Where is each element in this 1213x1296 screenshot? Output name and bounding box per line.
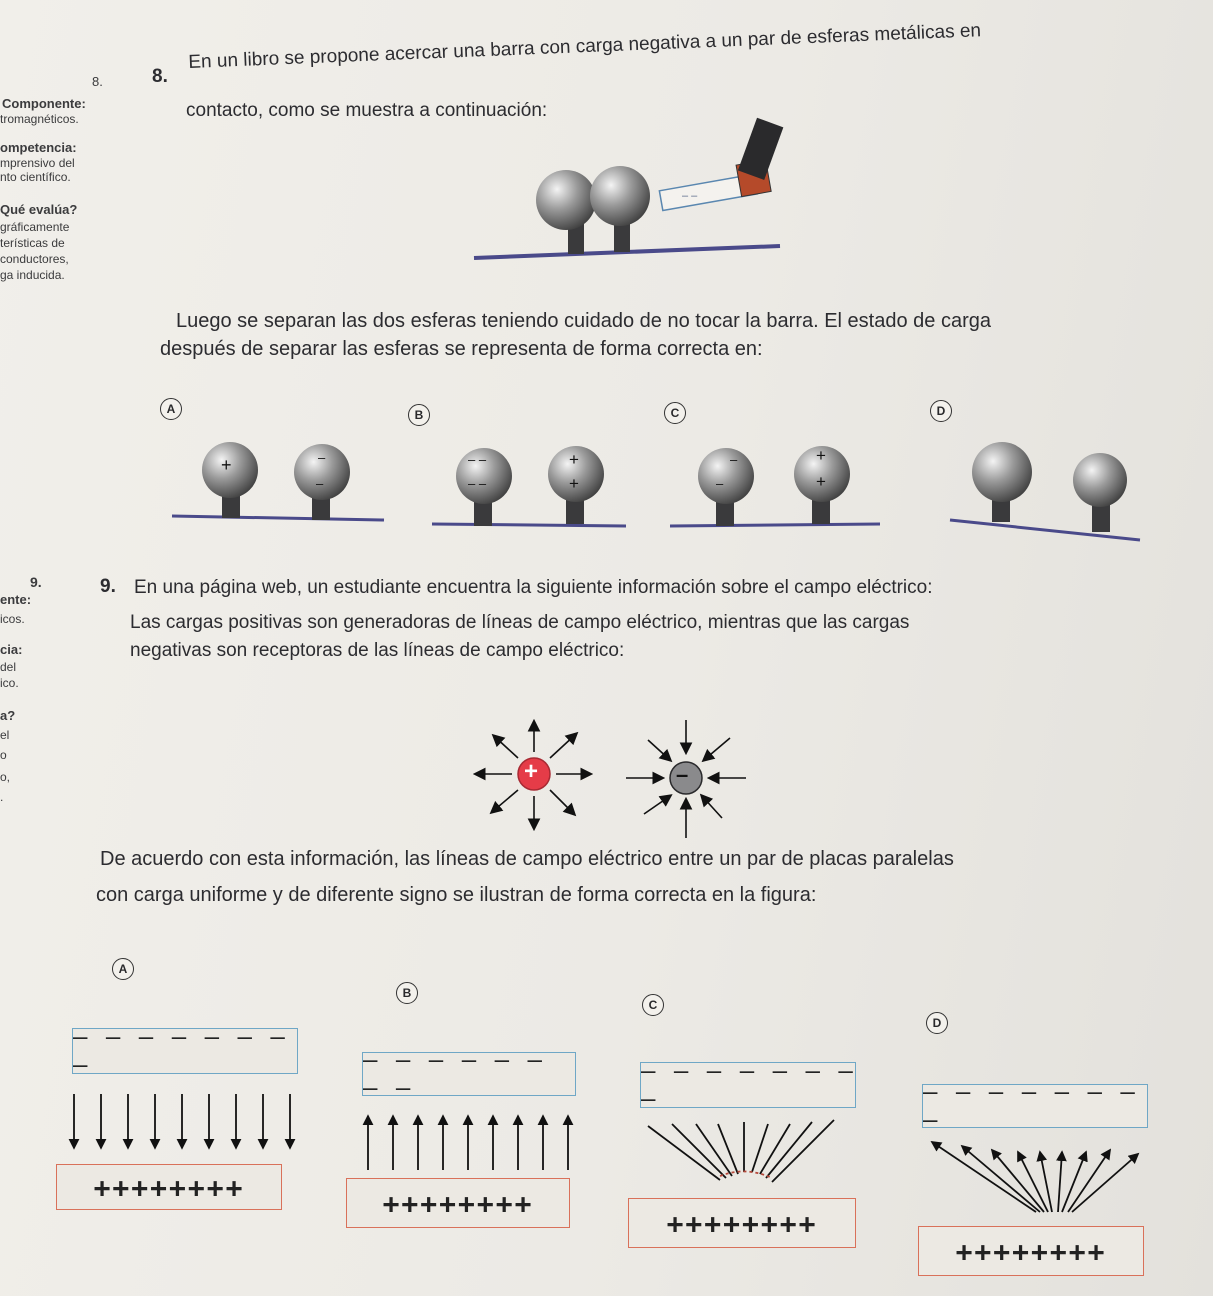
sidebar-q9-competence-line2: ico. [0, 676, 19, 690]
q9-option-c-field-lines[interactable] [648, 1120, 834, 1182]
q8-text-line1: En un libro se propone acercar una barra con carga negativa a un par de esferas metálicas en [188, 20, 982, 73]
sidebar-q8-eval-line2: terísticas de [0, 236, 65, 250]
q8-option-b-right-sign-2: + [569, 474, 579, 493]
q9-option-a-negative-plate: – – – – – – – – [72, 1028, 298, 1074]
sidebar-q8-eval-line3: conductores, [0, 252, 69, 266]
q9-text-line1: En una página web, un estudiante encuentra la siguiente información sobre el campo eléctrico: [134, 577, 933, 598]
q9-option-d-negative-plate: – – – – – – – – [922, 1084, 1148, 1128]
sidebar-q9-eval-line1: el [0, 728, 10, 742]
sidebar-q9-eval-line3: o, [0, 770, 11, 784]
q8-option-b-left-sign-1: – – [468, 452, 487, 467]
sidebar-q9-component: icos. [0, 612, 25, 626]
q8-option-a-right-sign-2: – [316, 476, 324, 491]
sidebar-q9-eval-line4: . [0, 790, 4, 804]
q8-text-line2: contacto, como se muestra a continuación: [186, 100, 548, 121]
q9-option-d-label[interactable]: D [926, 1012, 948, 1034]
q8-option-c-right-sign-1: + [816, 446, 826, 465]
sidebar-q8-heading: Componente: [2, 96, 86, 111]
q9-number: 9. [100, 576, 116, 597]
negative-charge-sign: – [676, 762, 689, 787]
q9-option-a-label[interactable]: A [112, 958, 134, 980]
q8-option-c-label[interactable]: C [664, 402, 686, 424]
q9-option-b-negative-plate: – – – – – – – – [362, 1052, 576, 1096]
sidebar-q8-number: 8. [92, 74, 103, 89]
q9-option-d-positive-plate: ++++++++ [918, 1226, 1144, 1276]
sidebar-q8-competence-line2: nto científico. [0, 170, 71, 184]
sidebar-q9-eval-line2: o [0, 748, 7, 762]
q9-text-line5: con carga uniforme y de diferente signo se ilustran de forma correcta en la figura: [96, 884, 817, 906]
q9-option-c-negative-plate: – – – – – – – – [641, 1057, 855, 1113]
q8-option-a-right-sign-1: – [318, 450, 326, 465]
q9-option-c-label[interactable]: C [642, 994, 664, 1016]
q8-option-a-label[interactable]: A [160, 398, 182, 420]
sidebar-q9-eval-heading: a? [0, 708, 16, 723]
sidebar-q8-component: tromagnéticos. [0, 112, 79, 126]
q8-option-c-left-sign-1: – [730, 452, 738, 467]
sidebar-q8-competence-line1: mprensivo del [0, 156, 75, 170]
q9-option-c-positive-plate: ++++++++ [628, 1198, 856, 1248]
q9-option-b-label[interactable]: B [396, 982, 418, 1004]
q9-text-line2: Las cargas positivas son generadoras de líneas de campo eléctrico, mientras que las cargas [130, 612, 910, 633]
q8-option-c-left-sign-2: – [716, 476, 724, 491]
sidebar-q8-eval-line4: ga inducida. [0, 268, 65, 282]
q9-option-b-field-lines[interactable] [368, 1116, 568, 1170]
q9-text-line4: De acuerdo con esta información, las líneas de campo eléctrico entre un par de placas paralelas [100, 848, 954, 870]
sidebar-q9-competence-line1: del [0, 660, 17, 674]
sidebar-q9-heading: ente: [0, 592, 32, 607]
q8-option-a-left-sign: + [221, 455, 232, 475]
q9-option-b-positive-plate: ++++++++ [346, 1178, 570, 1228]
sidebar-q9-competence-heading: cia: [0, 642, 23, 657]
q8-option-b-label[interactable]: B [408, 404, 430, 426]
sidebar-q8-eval-heading: Qué evalúa? [0, 202, 78, 217]
q8-text-line4: después de separar las esferas se representa de forma correcta en: [160, 338, 763, 360]
q9-option-a-positive-plate: ++++++++ [56, 1164, 282, 1210]
positive-charge-sign: + [524, 758, 539, 785]
q8-number: 8. [152, 66, 168, 87]
sidebar-q8-competence-heading: ompetencia: [0, 140, 77, 155]
q9-option-a-field-lines[interactable] [74, 1094, 290, 1148]
q8-bar-charge: – – [682, 190, 698, 202]
q8-option-d-label[interactable]: D [930, 400, 952, 422]
q9-option-d-field-lines[interactable] [932, 1142, 1138, 1212]
q8-text-line3: Luego se separan las dos esferas teniendo cuidado de no tocar la barra. El estado de carga [176, 310, 991, 332]
q9-text-line3: negativas son receptoras de las líneas de campo eléctrico: [130, 640, 625, 661]
sidebar-q8-eval-line1: gráficamente [0, 220, 70, 234]
q8-option-c-right-sign-2: + [816, 472, 826, 491]
q8-option-b-left-sign-2: – – [468, 476, 487, 491]
q8-option-b-right-sign-1: + [569, 450, 579, 469]
sidebar-q9-number: 9. [30, 574, 42, 590]
